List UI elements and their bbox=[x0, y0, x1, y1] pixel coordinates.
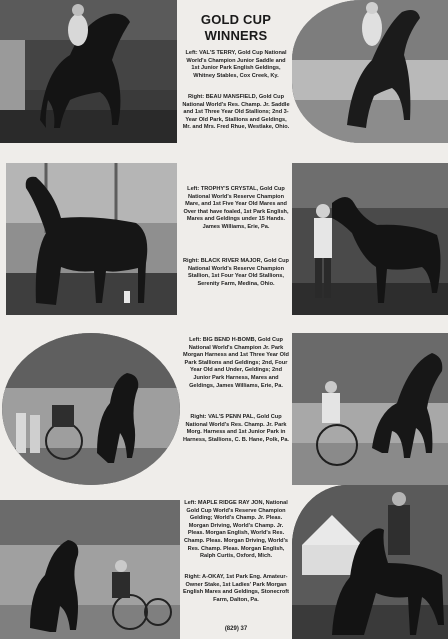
photo-beau-mansfield bbox=[292, 0, 448, 143]
caption-trophys-crystal: Left: TROPHY'S CRYSTAL, Gold Cup National World's Reserve Champion Mare, and 1st Five Year Old Mares and Over that have foaled, 1st Park English, Mares and Geldings under 15 Hands. James Williams, Erie, Pa. bbox=[183, 186, 289, 230]
caption-vals-terry: Left: VAL'S TERRY, Gold Cup National World's Champion Junior Saddle and 1st Junior Park English Geldings, Whitney Stables, Cox Creek, Ky. bbox=[185, 50, 287, 79]
title-line-1: GOLD CUP bbox=[200, 12, 272, 27]
photo-trophys-crystal bbox=[6, 163, 177, 315]
caption-vals-penn-pal: Right: VAL'S PENN PAL, Gold Cup National World's Res. Champ. Jr. Park Morg. Harness and 1st Junior Park in Harness, Stallions, C. B. Hane, Polk, Pa. bbox=[182, 414, 289, 443]
title-line-2: WINNERS bbox=[204, 28, 268, 43]
caption-beau-mansfield: Right: BEAU MANSFIELD, Gold Cup National World's Res. Champ. Jr. Saddle and 1st Three Year Old Stallions; 2nd 3-Year Old Park, Stallions and Geldings, Mr. and Mrs. Fred Rhue, Westlake, Ohio. bbox=[182, 94, 290, 131]
caption-big-bend-h-bomb: Left: BIG BEND H-BOMB, Gold Cup National World's Champion Jr. Park Morgan Harness and 1st Three Year Old Park Stallions and Geldings; 2nd, Four Year Old and Under, Geldings; 2nd Junior Park Harness, Mares and Geldings, James Williams, Erie, Pa. bbox=[183, 337, 289, 389]
page-title bbox=[180, 12, 292, 44]
photo-big-bend-h-bomb bbox=[2, 333, 180, 485]
caption-maple-ridge-ray-jon: Left: MAPLE RIDGE RAY JON, National Gold Cup World's Reserve Champion Gelding; World's Champ. Jr. Pleas. Morgan Driving, World's Champ. Jr. Pleas. Morgan English, World's Res. Champ. Pleas. Morgan Driving, World's Res. Champ. Pleas. Morgan English, Ralph Curtis, Oxford, Mich. bbox=[183, 500, 289, 560]
page-number: (829) 37 bbox=[224, 626, 248, 632]
photo-maple-ridge-ray-jon bbox=[0, 500, 180, 639]
photo-black-river-major bbox=[292, 163, 448, 315]
photo-vals-terry bbox=[0, 0, 177, 143]
photo-a-okay bbox=[292, 485, 448, 639]
caption-a-okay: Right: A-OKAY, 1st Park Eng. Amateur-Owner Stake, 1st Ladies' Park Morgan English Mares and Geldings, Stonecroft Farm, Dalton, Pa. bbox=[183, 574, 289, 603]
photo-vals-penn-pal bbox=[292, 333, 448, 485]
caption-black-river-major: Right: BLACK RIVER MAJOR, Gold Cup National World's Reserve Champion Stallion, 1st Four Year Old Stallions, Serenity Farm, Medina, Ohio. bbox=[183, 258, 289, 287]
